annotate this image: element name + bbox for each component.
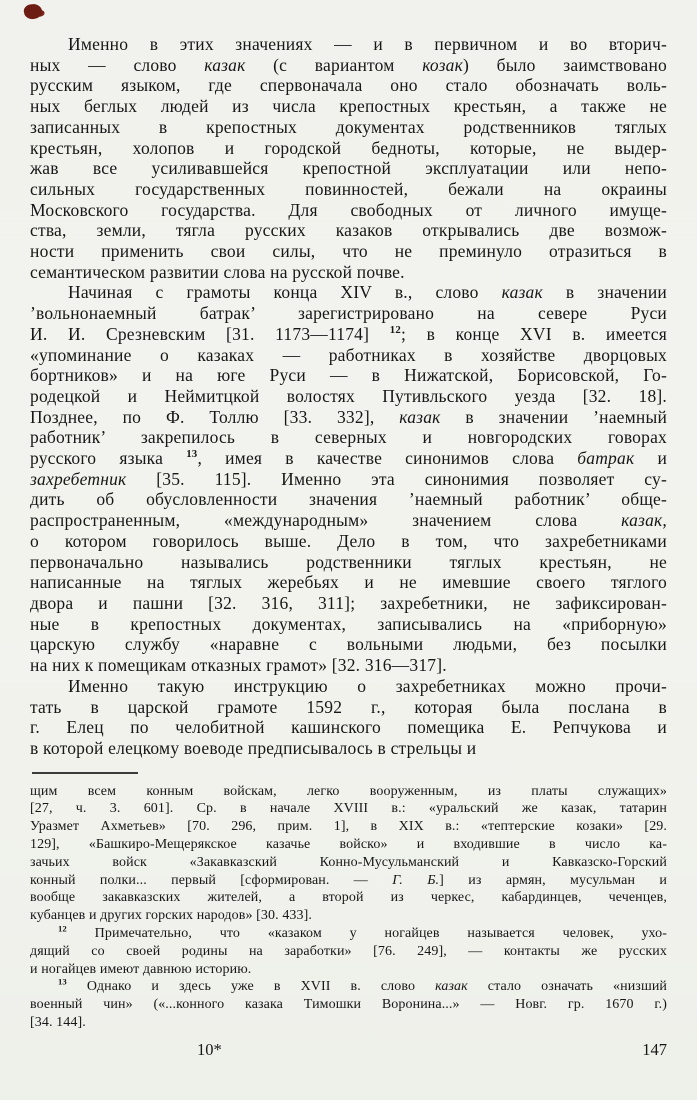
paragraph (30, 282, 667, 675)
text-line: конный полки... первый [сформирован. — Г. Б.] из армян, мусульман и (30, 872, 667, 888)
text-line: $^{12}$ Примечательно, что «казаком у ногайцев называется человек, ухо- (58, 923, 667, 941)
text-line: дить об обусловленности значения ’наемный работник’ обще- (30, 489, 667, 510)
text-line: щим всем конным войскам, легко вооруженным, из платы служащих» (30, 783, 667, 799)
text-line: написанные на тяглых жеребьях и не имевшие своего тяглого (30, 572, 667, 593)
text-line: русского языка $^{13}$, имея в качестве синонимов слова батрак и (30, 448, 668, 469)
footnotes (30, 783, 667, 1032)
page-number: 147 (642, 1040, 667, 1059)
text-line: Московского государства. Для свободных от личного имуще- (30, 199, 667, 220)
text-line: «упоминание о казаках — работниках в хозяйстве дворцовых (30, 344, 667, 365)
paragraph (30, 34, 667, 282)
text-line: первоначально назывались родственники тяглых крестьян, не (30, 551, 667, 572)
footnote-12 (30, 925, 667, 978)
paragraph (30, 676, 667, 759)
text-line: зачьих войск «Закавказский Конно-Мусульманский и Кавказско-Горский (30, 854, 667, 870)
text-line: распространенным, «международным» значением слова казак, (30, 510, 667, 531)
text-line: Именно такую инструкцию о захребетниках можно прочи- (68, 675, 667, 696)
text-line: ’вольнонаемный батрак’ зарегистрировано на севере Руси (30, 303, 667, 324)
text-line: ных — слово казак (с вариантом козак) было заимствовано (30, 54, 667, 75)
text-line: в которой елецкому воеводе предписывалось в стрельцы и (30, 737, 477, 758)
text-line: ства, земли, тягла русских казаков открывались две возмож- (30, 220, 667, 241)
text-line: тать в царской грамоте 1592 г., которая была послана в (30, 696, 667, 717)
text-line: [34. 144]. (30, 1014, 86, 1030)
text-line: ные в крепостных документах, записывались на «приборную» (30, 613, 667, 634)
text-line: двора и пашни [32. 316, 311]; захребетники, не зафиксирован- (30, 592, 667, 613)
ink-stain (23, 2, 44, 20)
text-line: о котором говорилось выше. Дело в том, что захребетниками (30, 530, 667, 551)
footnote-separator (32, 772, 138, 774)
text-line: работник’ закрепилось в северных и новгородских говорах (30, 427, 667, 448)
text-line: [27, ч. 3. 601]. Ср. в начале XVIII в.: «уральский же казак, татарин (30, 801, 667, 817)
text-line: и ногайцев имеют давнюю историю. (30, 961, 252, 977)
text-line: захребетник [35. 115]. Именно эта синонимия позволяет су- (30, 468, 667, 489)
footnote-13 (30, 978, 667, 1031)
text-line: бортников» и на юге Руси — в Нижатской, Борисовской, Го- (30, 365, 667, 386)
text-line: сильных государственных повинностей, бежали на окраины (30, 178, 667, 199)
text-line: Позднее, по Ф. Толлю [33. 332], казак в значении ’наемный (30, 406, 668, 427)
text-line: вообще закавказских жителей, а второй из черкес, кабардинцев, чеченцев, (30, 890, 667, 906)
text-line: 129], «Башкиро-Мещерякское казачье войско» и входившие в число ка- (30, 837, 667, 852)
page-footer (30, 1040, 667, 1060)
text-line: жав все усиливавшейся крепостной эксплуатации или непо- (30, 158, 667, 179)
text-line: военный чин» («...конного казака Тимошки Воронина...» — Новг. гр. 1670 г.) (30, 997, 667, 1013)
text-line: г. Елец по челобитной кашинского помещика Е. Репчукова и (30, 717, 667, 738)
text-line: И. И. Срезневским [31. 1173—1174] $^{12}$; в конце XVI в. имеется (30, 323, 667, 344)
text-line: Именно в этих значениях — и в первичном и во вторич- (68, 34, 667, 54)
text-line: семантическом развитии слова на русской почве. (30, 261, 405, 282)
text-line: ных беглых людей из числа крепостных крестьян, а также не (30, 96, 667, 117)
text-line: ности применить свои силы, что не преминуло отразиться в (30, 241, 667, 262)
text-line: дящий со своей родины на заработки» [76. 249], — контакты же русских (30, 943, 667, 959)
text-line: русским языком, где спервоначала оно стало обозначать воль- (30, 75, 667, 96)
text-line: Уразмет Ахметьев» [70. 296, прим. 1], в XIX в.: «тептерские козаки» [29. (30, 819, 667, 835)
text-line: крестьян, холопов и городской бедноты, которые, не выдер- (30, 137, 667, 158)
signature-mark: 10* (197, 1040, 222, 1059)
footnote-continuation (30, 783, 667, 925)
text-line: родецкой и Неймитцкой волостях Путивльского уезда [32. 18]. (30, 385, 667, 406)
text-line: кубанцев и других горских народов» [30. 433]. (30, 908, 312, 924)
text-line: Начиная с грамоты конца XIV в., слово казак в значении (68, 282, 667, 303)
text-line: $^{13}$ Однако и здесь уже в XVII в. слово казак стало означать «низший (58, 976, 668, 995)
body-text (30, 34, 667, 759)
text-line: записанных в крепостных документах родственников тяглых (30, 116, 667, 137)
text-line: на них к помещикам отказных грамот» [32. 316—317]. (30, 655, 447, 676)
text-line: царскую службу «наравне с вольными людьми, без посылки (30, 634, 667, 655)
